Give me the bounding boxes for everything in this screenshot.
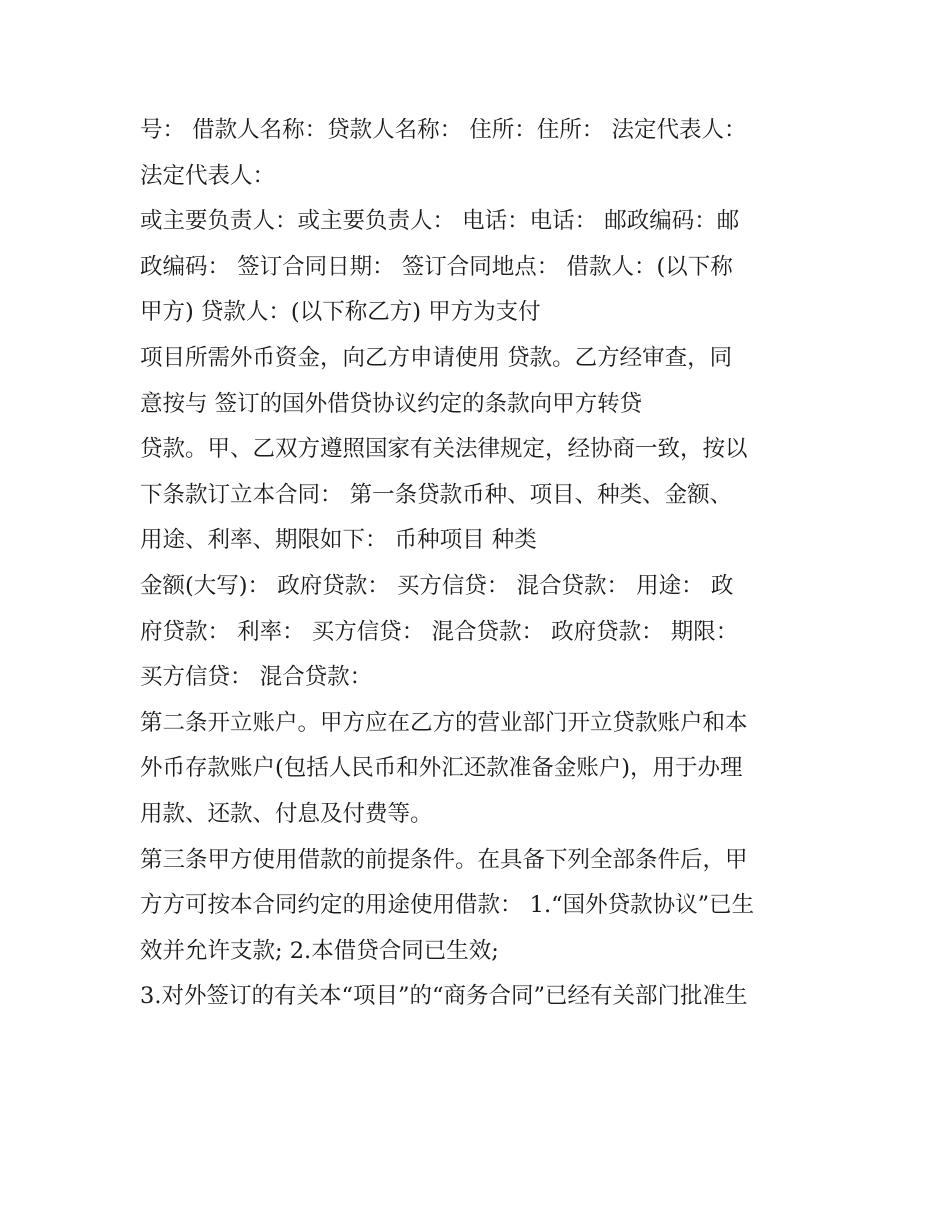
contract-text-body: [140, 108, 820, 1020]
text-line: 或主要负责人：或主要负责人： 电话：电话： 邮政编码：邮: [140, 208, 740, 235]
text-line: 买方信贷： 混合贷款：: [140, 664, 373, 691]
text-line: 方方可按本合同约定的用途使用借款： 1.“国外贷款协议”已生: [140, 892, 755, 919]
text-line: 意按与 签订的国外借贷协议约定的条款向甲方转贷: [140, 390, 643, 417]
text-line: 效并允许支款; 2.本借贷合同已生效;: [140, 937, 499, 964]
text-line: 用款、还款、付息及付费等。: [140, 800, 433, 827]
text-line: 甲方) 贷款人：(以下称乙方) 甲方为支付: [140, 299, 541, 326]
text-line: 金额(大写)： 政府贷款： 买方信贷： 混合贷款： 用途： 政: [140, 572, 734, 599]
text-line: 政编码： 签订合同日期： 签订合同地点： 借款人：(以下称: [140, 253, 733, 280]
text-line: 法定代表人：: [140, 162, 276, 189]
text-line: 第三条甲方使用借款的前提条件。在具备下列全部条件后，甲: [140, 846, 748, 873]
text-line: 下条款订立本合同： 第一条贷款币种、项目、种类、金额、: [140, 481, 733, 508]
text-line: 府贷款： 利率： 买方信贷： 混合贷款： 政府贷款： 期限：: [140, 618, 739, 645]
text-line: 第二条开立账户。甲方应在乙方的营业部门开立贷款账户和本: [140, 709, 748, 736]
text-line: 外币存款账户(包括人民币和外汇还款准备金账户)，用于办理: [140, 755, 743, 782]
text-line: 项目所需外币资金，向乙方申请使用 贷款。乙方经审查，同: [140, 344, 733, 371]
text-line: 号： 借款人名称：贷款人名称： 住所：住所： 法定代表人：: [140, 117, 747, 143]
text-line: 3.对外签订的有关本“项目”的“商务合同”已经有关部门批准生: [140, 983, 748, 1010]
text-line: 贷款。甲、乙双方遵照国家有关法律规定，经协商一致，按以: [140, 436, 748, 463]
text-line: 用途、利率、期限如下： 币种项目 种类: [140, 527, 537, 554]
